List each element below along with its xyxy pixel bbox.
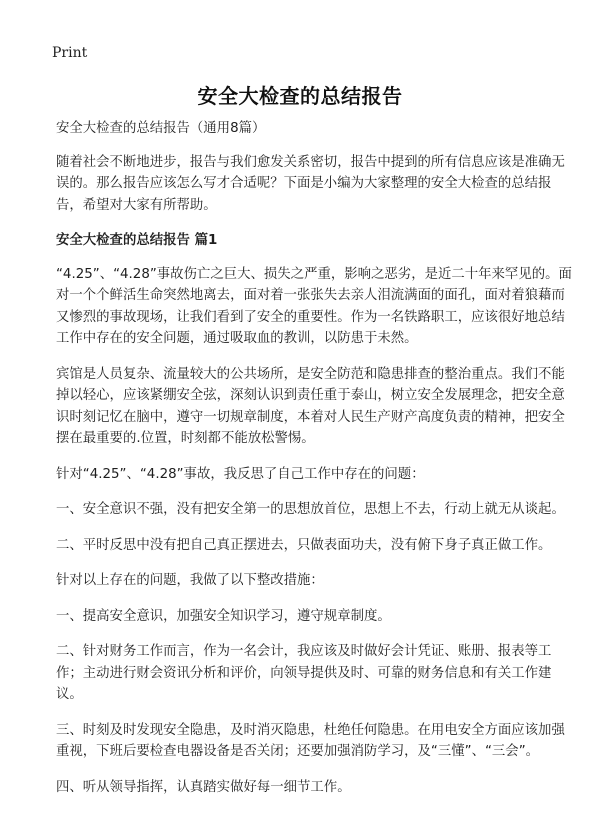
paragraph: 二、针对财务工作而言，作为一名会计，我应该及时做好会计凭证、账册、报表等工作；主动进行财会资讯分析和评价，向领导提供及时、可靠的财务信息和有关工作建议。	[56, 644, 552, 702]
paragraph: 二、平时反思中没有把自己真正摆进去，只做表面功夫，没有俯下身子真正做工作。	[56, 537, 552, 553]
paragraph: 一、安全意识不强，没有把安全第一的思想放首位，思想上不去，行动上就无从谈起。	[56, 502, 565, 517]
paragraph: 宾馆是人员复杂、流量较大的公共场所，是安全防范和隐患排查的整治重点。我们不能掉以轻心，应该紧绷安全弦，深刻认识到责任重于泰山，树立安全发展理念，把安全意识时刻记忆在脑中，遵守一切规章制度，本着对人民生产财产高度负责的精神，把安全摆在最重要的.位置，时刻都不能放松警惕。	[56, 366, 565, 446]
page-title: 安全大检查的总结报告	[197, 84, 403, 108]
document-body	[56, 118, 576, 812]
section-heading: 安全大检查的总结报告 篇1	[56, 233, 218, 248]
paragraph: 三、时刻及时发现安全隐患，及时消灭隐患，杜绝任何隐患。在用电安全方面应该加强重视，下班后要检查电器设备是否关闭；还要加强消防学习，及“三懂”、“三会”。	[56, 722, 565, 759]
document-subtitle: 安全大检查的总结报告（通用8篇）	[56, 121, 266, 136]
paragraph: 针对“4.25”、“4.28”事故，我反思了自己工作中存在的问题：	[56, 466, 425, 482]
paragraph: “4.25”、“4.28”事故伤亡之巨大、损失之严重，影响之恶劣，是近二十年来罕见的。面对一个个鲜活生命突然地离去，面对着一张张失去亲人泪流满面的面孔，面对着狼藉而又惨烈的事故现场，让我们看到了安全的重要性。作为一名铁路职工，应该很好地总结工作中存在的安全问题，通过吸取血的教训，以防患于未然。	[56, 266, 572, 346]
intro-paragraph: 随着社会不断地进步，报告与我们愈发关系密切，报告中提到的所有信息应该是准确无误的。那么报告应该怎么写才合适呢？下面是小编为大家整理的安全大检查的总结报告，希望对大家有所帮助。	[56, 154, 565, 213]
print-link[interactable]: Print	[52, 45, 88, 61]
paragraph: 针对以上存在的问题，我做了以下整改措施：	[56, 573, 324, 588]
paragraph: 一、提高安全意识，加强安全知识学习，遵守规章制度。	[56, 608, 391, 624]
paragraph: 四、听从领导指挥，认真踏实做好每一细节工作。	[56, 779, 351, 795]
